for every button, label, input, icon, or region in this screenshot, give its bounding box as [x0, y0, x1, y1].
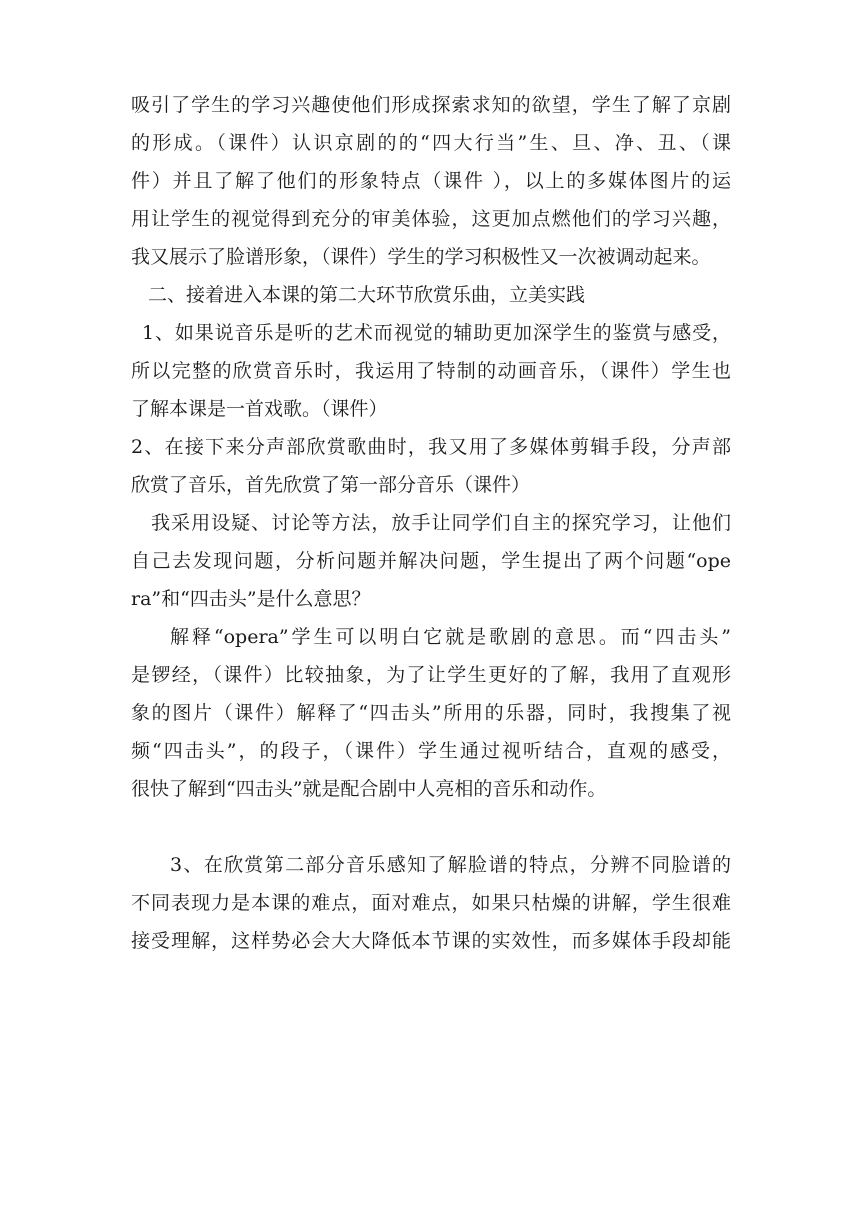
text-line: 所以完整的欣赏音乐时，我运用了特制的动画音乐，（课件）学生也: [131, 360, 731, 382]
section-heading: 二、接着进入本课的第二大环节欣赏乐曲，立美实践: [148, 284, 586, 306]
text-line: 很快了解到“四击头”就是配合剧中人亮相的音乐和动作。: [131, 778, 607, 800]
text-line: 解释“opera”学生可以明白它就是歌剧的意思。而“四击头”: [170, 626, 731, 648]
text-line: 我采用设疑、讨论等方法，放手让同学们自主的探究学习，让他们: [151, 512, 731, 534]
text-line: 了解本课是一首戏歌。（课件）: [131, 398, 388, 420]
text-line: 的形成。（课件）认识京剧的的“四大行当”生、旦、净、丑、（课: [131, 132, 731, 154]
text-line: 是锣经，（课件）比较抽象，为了让学生更好的了解，我用了直观形: [131, 664, 731, 686]
text-line: 接受理解，这样势必会大大降低本节课的实效性，而多媒体手段却能: [131, 930, 731, 952]
text-line: ra”和“四击头”是什么意思？: [131, 588, 371, 610]
text-line: 2、在接下来分声部欣赏歌曲时，我又用了多媒体剪辑手段，分声部: [131, 436, 731, 458]
text-line: 我又展示了脸谱形象，（课件）学生的学习积极性又一次被调动起来。: [131, 246, 711, 268]
text-line: 件）并且了解了他们的形象特点（课件 ），以上的多媒体图片的运: [131, 170, 731, 192]
paragraph-gap: [131, 808, 731, 846]
document-body: [131, 86, 731, 960]
text-line: 频“四击头”，的段子，（课件）学生通过视听结合，直观的感受，: [131, 740, 731, 762]
text-line: 象的图片（课件）解释了“四击头”所用的乐器，同时，我搜集了视: [131, 702, 731, 724]
text-line: 不同表现力是本课的难点，面对难点，如果只枯燥的讲解，学生很难: [131, 892, 731, 914]
text-line: 自己去发现问题，分析问题并解决问题，学生提出了两个问题“ope: [131, 550, 731, 572]
text-line: 吸引了学生的学习兴趣使他们形成探索求知的欲望，学生了解了京剧: [131, 94, 731, 116]
text-line: 用让学生的视觉得到充分的审美体验，这更加点燃他们的学习兴趣，: [131, 208, 731, 230]
text-line: 欣赏了音乐，首先欣赏了第一部分音乐（课件）: [131, 474, 531, 496]
text-line: 3、在欣赏第二部分音乐感知了解脸谱的特点，分辨不同脸谱的: [170, 854, 731, 876]
text-line: 1、如果说音乐是听的艺术而视觉的辅助更加深学生的鉴赏与感受，: [142, 322, 731, 344]
